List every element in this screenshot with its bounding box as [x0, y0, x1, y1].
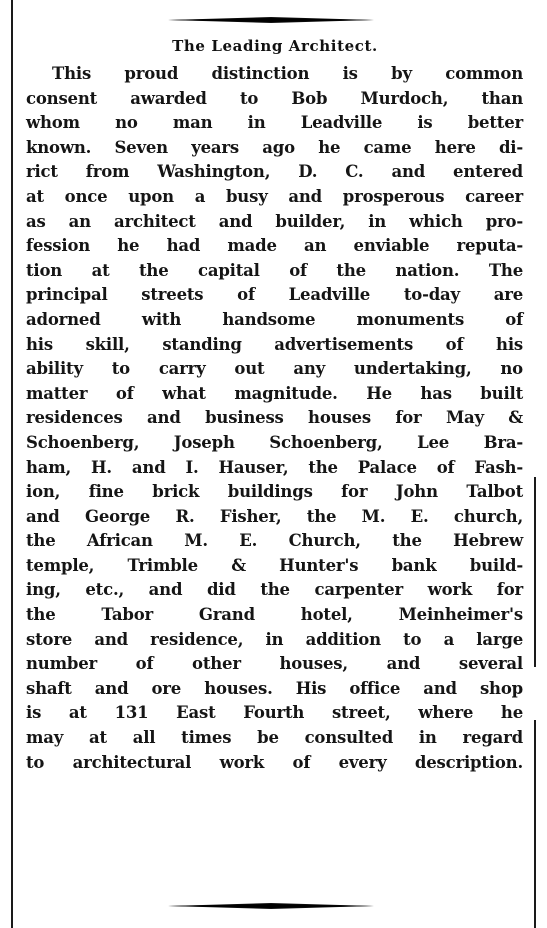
article-line: the African M. E. Church, the Hebrew	[26, 531, 523, 551]
article-headline: The Leading Architect.	[172, 37, 378, 55]
article-line: his skill, standing advertisements of his	[26, 334, 523, 354]
article-line: tion at the capital of the nation. The	[26, 260, 523, 280]
article-line: is at 131 East Fourth street, where he	[26, 703, 523, 723]
bottom-ornament-rule	[168, 900, 374, 912]
article-line: matter of what magnitude. He has built	[26, 383, 523, 403]
article-line: at once upon a busy and prosperous career	[26, 186, 523, 206]
article-line: may at all times be consulted in regard	[26, 728, 523, 748]
top-ornament-rule	[168, 14, 374, 26]
article-line: This proud distinction is by common	[52, 64, 523, 83]
article-line: fession he had made an enviable reputa-	[26, 236, 523, 256]
article-line: the Tabor Grand hotel, Meinheimer's	[26, 605, 523, 625]
article-line: consent awarded to Bob Murdoch, than	[26, 88, 523, 108]
article-line: to architectural work of every description.	[26, 752, 523, 772]
article-line: number of other houses, and several	[26, 654, 523, 674]
column-rule-left	[11, 0, 13, 928]
article-line: ion, fine brick buildings for John Talbot	[26, 482, 523, 502]
article-line: as an architect and builder, in which pro-	[26, 211, 523, 231]
article-line: ability to carry out any undertaking, no	[26, 359, 523, 379]
article-line: store and residence, in addition to a large	[26, 629, 523, 649]
article-line: temple, Trimble & Hunter's bank build-	[26, 555, 523, 575]
article-line: adorned with handsome monuments of	[26, 309, 523, 329]
article-body	[26, 62, 523, 775]
article-line: known. Seven years ago he came here di-	[26, 137, 523, 157]
article-line: shaft and ore houses. His office and shop	[26, 678, 523, 698]
article-line: residences and business houses for May &	[26, 408, 523, 428]
article-line: ham, H. and I. Hauser, the Palace of Fash-	[26, 457, 523, 477]
article-line: principal streets of Leadville to-day are	[26, 285, 523, 305]
article-line: Schoenberg, Joseph Schoenberg, Lee Bra-	[26, 432, 523, 452]
article-line: whom no man in Leadville is better	[26, 113, 523, 133]
article-line: ing, etc., and did the carpenter work for	[26, 580, 523, 600]
article-line: rict from Washington, D. C. and entered	[26, 162, 523, 182]
article-line: and George R. Fisher, the M. E. church,	[26, 506, 523, 526]
column-rule-right-lower	[534, 720, 536, 928]
column-rule-right-upper	[534, 477, 536, 667]
